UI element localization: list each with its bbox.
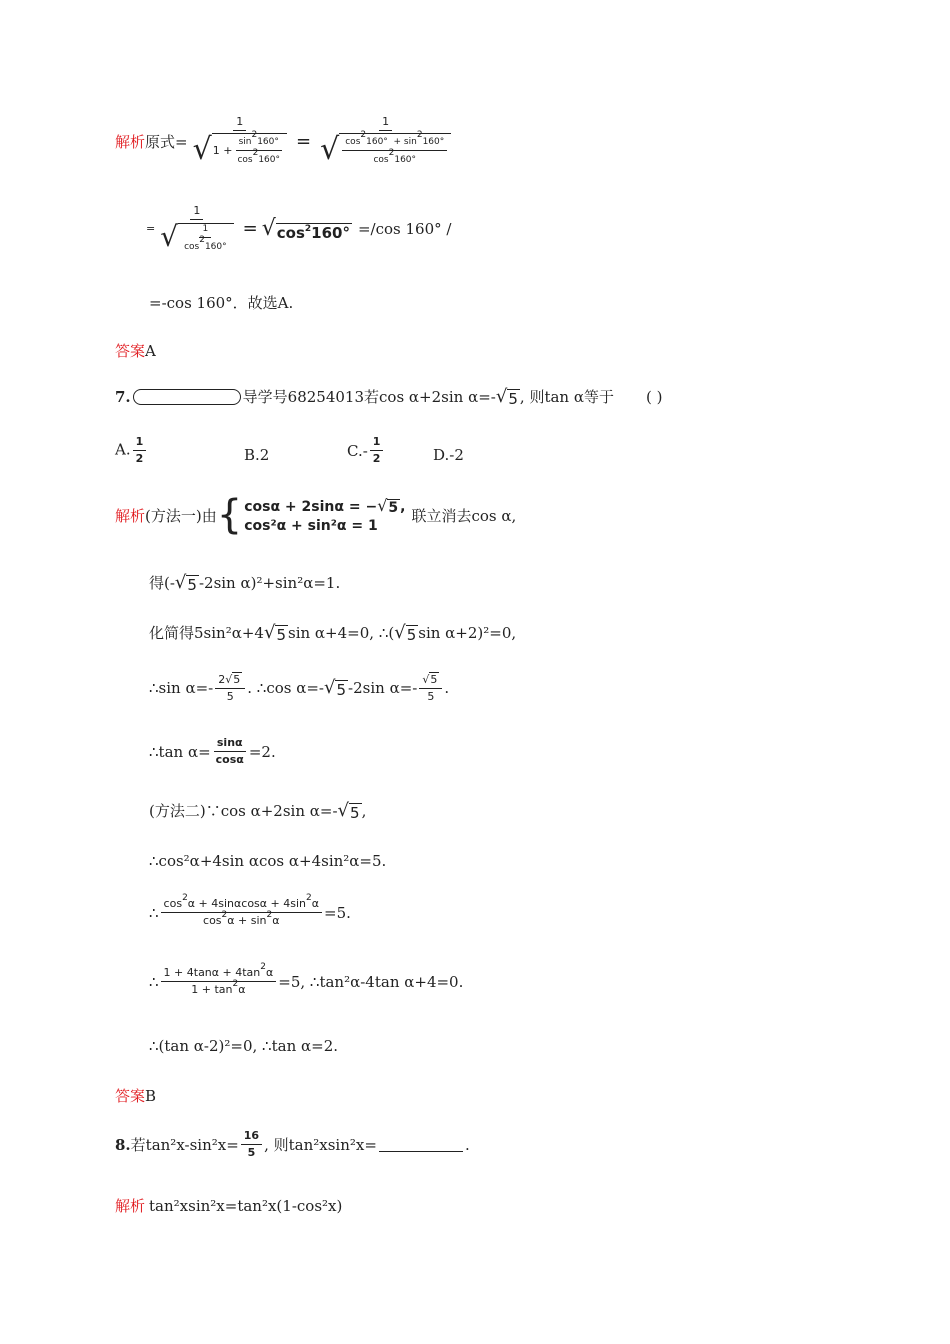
- q6-solution-line1: 解析 原式= 1 √ 1 + $\frac{\sin^2160^\circ}{\cos^2160^\circ}$ = 1 √ $\frac{\cos^2160^\circ + \sin^2160^\circ}{\cos^2160^\circ}$: [115, 116, 456, 166]
- daan-label: 答案: [115, 1087, 146, 1105]
- q6-answer-line: [115, 340, 156, 361]
- q7-m1-l1: 得(- √ 5 -2sin α)²+sin²α=1.: [149, 572, 341, 594]
- jiexi-label: 解析: [115, 132, 146, 151]
- q7-answer-line: [115, 1085, 156, 1106]
- q6-answer: A: [145, 341, 156, 360]
- q7-m1-l3: ∴sin α=- 2 √ 5 5 . ∴cos α=- √ 5 -2sin α=- √ 5 5 .: [149, 673, 450, 704]
- q7-m2-l4: ∴ $\frac{1 + 4\tan\alpha + 4\tan^2\alpha}{1 + \tan^2\alpha}$ =5, ∴tan²α-4tan α+4=0.: [149, 962, 464, 997]
- method1-tail: 联立消去cos α,: [411, 506, 517, 525]
- q7-stem-a: 若cos α+2sin α=-: [364, 388, 496, 406]
- answer-blank[interactable]: [379, 1137, 463, 1152]
- q7-method1-line: 解析 (方法一)由 { cosα + 2sinα = − √ 5 , cos²α + sin²α = 1 联立消去cos α,: [115, 492, 517, 539]
- jiexi-label: 解析: [115, 506, 146, 525]
- q7-m2-l2: ∴cos²α+4sin αcos α+4sin²α=5.: [149, 852, 387, 870]
- q7-number: 7.: [115, 387, 131, 406]
- q8-stem: 8. 若tan²x-sin²x= $\frac{16}{5}$ , 则tan²xsin²x= .: [115, 1129, 470, 1160]
- q7-stem-b: , 则tan α等于: [519, 388, 614, 406]
- jiexi-label: 解析: [115, 1197, 146, 1215]
- q6-line2-tail: =/cos 160° /: [357, 219, 452, 238]
- q8-number: 8.: [115, 1135, 131, 1154]
- method1-prefix: (方法一)由: [145, 506, 217, 525]
- daan-label: 答案: [115, 342, 146, 360]
- q7-m2-l3: ∴ $\frac{\cos^2\alpha + 4\sin\alpha\cos\alpha + 4\sin^2\alpha}{\cos^2\alpha + \sin^2\alpha}$ =5.: [149, 893, 351, 928]
- q7-options: [115, 435, 464, 466]
- fraction-3: 1 √ $\frac{1}{\cos^2160^\circ}$: [157, 205, 236, 253]
- equation-system: cosα + 2sinα = − √ 5 , cos²α + sin²α = 1: [244, 496, 406, 534]
- option-b[interactable]: B.2: [244, 446, 270, 464]
- q7-paren: ( ): [645, 387, 663, 406]
- option-d[interactable]: D.-2: [433, 446, 464, 464]
- option-a[interactable]: A. $\frac{1}{2}$: [115, 436, 148, 465]
- q7-m2-l1: (方法二)∵cos α+2sin α=- √ 5 ,: [149, 800, 367, 822]
- q7-m1-l4: ∴tan α= $\frac{\sin\alpha}{\cos\alpha}$ =2.: [149, 736, 276, 767]
- q6-solution-line3: =-cos 160°．故选A.: [149, 294, 294, 312]
- q7-stem: 7. 导学号68254013 若cos α+2sin α=- √ 5 , 则tan α等于 ( ): [115, 386, 663, 408]
- q7-answer: B: [145, 1086, 157, 1105]
- q7-m1-l2: 化简得5sin²α+4 √ 5 sin α+4=0, ∴( √ 5 sin α+2)²=0,: [149, 622, 517, 644]
- q8-solution-line: 解析 tan²xsin²x=tan²x(1-cos²x): [115, 1196, 343, 1215]
- q7-daoxuehao: 导学号68254013: [242, 388, 365, 406]
- yuanshi-text: 原式=: [145, 132, 188, 151]
- option-c[interactable]: C.- $\frac{1}{2}$: [347, 436, 385, 465]
- fraction-1: 1 √ 1 + $\frac{\sin^2160^\circ}{\cos^2160^\circ}$: [190, 116, 290, 166]
- q6-solution-line2: = 1 √ $\frac{1}{\cos^2160^\circ}$ = √ $\cos^2160^\circ$ =/cos 160° /: [146, 204, 452, 254]
- q7-m2-l5: ∴(tan α-2)²=0, ∴tan α=2.: [149, 1037, 339, 1055]
- question-badge-box: [133, 389, 241, 405]
- sqrt-cos: √ $\cos^2160^\circ$: [261, 216, 350, 242]
- fraction-2: 1 √ $\frac{\cos^2160^\circ + \sin^2160^\circ}{\cos^2160^\circ}$: [317, 116, 454, 166]
